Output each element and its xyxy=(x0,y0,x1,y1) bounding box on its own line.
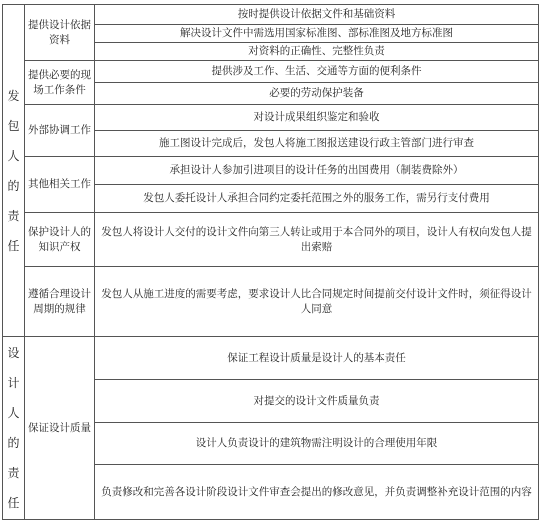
item-cell: 按时提供设计依据文件和基础资料 xyxy=(95,5,539,25)
responsibility-table xyxy=(2,4,539,520)
item-cell: 发包人将设计人交付的设计文件向第三人转让或用于本合同外的项目，设计人有权向发包人提出索赔 xyxy=(95,213,539,267)
party-label-designer: 设 计 人 的 责 任 xyxy=(7,346,20,510)
party-label-developer: 发 包 人 的 责 任 xyxy=(7,88,20,253)
item-cell: 对设计成果组织鉴定和验收 xyxy=(95,105,539,131)
party-cell-designer xyxy=(3,337,25,520)
category-cell: 提供必要的现场工作条件 xyxy=(25,61,95,105)
table-row xyxy=(3,105,539,131)
party-cell-developer xyxy=(3,5,25,337)
item-cell: 提供涉及工作、生活、交通等方面的便利条件 xyxy=(95,61,539,83)
item-cell: 发包人从施工进度的需要考虑，要求设计人比合同规定时间提前交付设计文件时，须征得设计人同意 xyxy=(95,267,539,337)
item-cell: 设计人负责设计的建筑物需注明设计的合理使用年限 xyxy=(95,422,539,465)
item-cell: 承担设计人参加引进项目的设计任务的出国费用（制装费除外） xyxy=(95,157,539,185)
item-cell: 必要的劳动保护装备 xyxy=(95,83,539,105)
item-cell: 施工图设计完成后，发包人将施工图报送建设行政主管部门进行审查 xyxy=(95,131,539,157)
item-cell: 负责修改和完善各设计阶段设计文件审查会提出的修改意见，并负责调整补充设计范围的内容 xyxy=(95,465,539,520)
category-cell: 外部协调工作 xyxy=(25,105,95,157)
table-row xyxy=(3,61,539,83)
item-cell: 对资料的正确性、完整性负责 xyxy=(95,43,539,61)
item-cell: 发包人委托设计人承担合同约定委托范围之外的服务工作，需另行支付费用 xyxy=(95,185,539,213)
table-row xyxy=(3,213,539,267)
table-row xyxy=(3,157,539,185)
item-cell: 保证工程设计质量是设计人的基本责任 xyxy=(95,337,539,380)
item-cell: 解决设计文件中需选用国家标准图、部标准图及地方标准图 xyxy=(95,25,539,43)
table-row xyxy=(3,267,539,337)
table-row xyxy=(3,337,539,380)
category-cell: 保证设计质量 xyxy=(25,337,95,520)
category-cell: 保护设计人的知识产权 xyxy=(25,213,95,267)
category-cell: 提供设计依据资料 xyxy=(25,5,95,61)
item-cell: 对提交的设计文件质量负责 xyxy=(95,379,539,422)
table-row xyxy=(3,5,539,25)
category-cell: 其他相关工作 xyxy=(25,157,95,213)
category-cell: 遵循合理设计周期的规律 xyxy=(25,267,95,337)
